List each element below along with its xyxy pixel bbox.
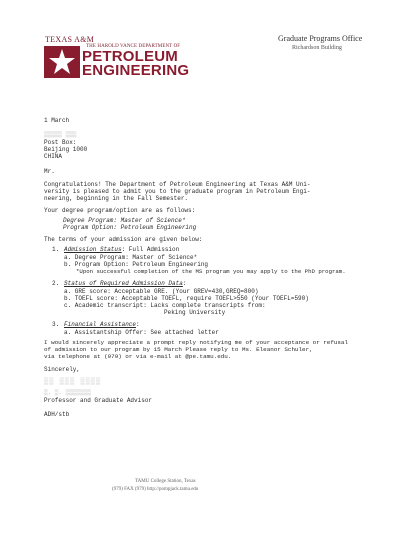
item3-heading <box>64 321 140 328</box>
item1-number: 1. <box>52 246 60 253</box>
degree-program: Degree Program: Master of Science* <box>63 217 186 224</box>
item1-b: b. Program Option: Petroleum Engineering <box>64 261 209 268</box>
footer-address: TAMU College Station, Texas <box>135 479 196 484</box>
item1-title: Admission Status <box>64 246 122 253</box>
item2-b: b. TOEFL score: Acceptable TOEFL, require TOEFL>550 (Your TOEFL=590) <box>64 295 309 302</box>
item3-colon: : <box>136 321 140 328</box>
salutation: Mr. <box>44 168 55 175</box>
item1-a: a. Degree Program: Master of Science* <box>64 254 198 261</box>
department-name-line1: PETROLEUM <box>82 48 178 65</box>
typist-initials: ADH/stb <box>44 411 70 418</box>
item2-title: Status of Required Admission Data <box>64 280 183 287</box>
closing-line-2: of admission to our program by 15 March Please reply to Ms. Eleanor Schuler, <box>44 346 313 353</box>
intro-line-3: neering, beginning in the Fall Semester. <box>44 195 189 202</box>
item2-a: a. GRE score: Acceptable GRE. (Your GREV=430,GREQ=800) <box>64 288 259 295</box>
footer-contact: (979) FAX (979) http://pompjack.tamu.edu <box>112 487 199 492</box>
item3-title: Financial Assistance <box>64 321 137 328</box>
item1-status: : Full Admission <box>121 246 180 253</box>
address-line-2: Beijing 1000 <box>44 146 88 153</box>
item2-c-institution: Peking University <box>164 309 226 316</box>
terms-intro: The terms of your admission are given below: <box>44 236 203 243</box>
signer-name-redacted: ▒. ▒. ▒▒▒▒▒▒▒ <box>44 389 91 396</box>
letter-date: 1 March <box>44 117 70 124</box>
redacted-name: ▒▒▒▒▒ ▒▒▒ <box>44 131 77 138</box>
item1-note: *Upon successful completion of the MS program you may apply to the PhD program. <box>76 268 346 275</box>
department-name-line2: ENGINEERING <box>82 62 190 79</box>
item2-heading <box>64 280 186 287</box>
item2-colon: : <box>182 280 187 287</box>
item2-number: 2. <box>52 280 60 287</box>
item3-a: a. Assistantship Offer: See attached letter <box>64 329 219 336</box>
texas-am-logo-mark <box>44 46 80 78</box>
closing-line-3: via telephone at (979) or via e-mail at @pe.tamu.edu. <box>44 353 232 360</box>
address-line-1: Post Box: <box>44 139 77 146</box>
office-name: Graduate Programs Office <box>278 34 363 43</box>
item2-c: c. Academic transcript: Lacks complete transcripts from: <box>64 302 266 309</box>
item1-heading <box>64 246 179 253</box>
intro-line-1: Congratulations! The Department of Petroleum Engineering at Texas A&M Uni- <box>44 181 311 188</box>
sincerely: Sincerely, <box>44 366 81 373</box>
item3-number: 3. <box>52 321 60 328</box>
university-name: TEXAS A&M <box>45 35 95 44</box>
program-option: Program Option: Petroleum Engineering <box>63 224 197 231</box>
department-caption: THE HAROLD VANCE DEPARTMENT OF <box>86 44 181 49</box>
intro-line-2: versity is pleased to admit you to the graduate program in Petroleum Engi- <box>44 188 311 195</box>
office-building: Richardson Building <box>292 45 342 51</box>
signer-title: Professor and Graduate Advisor <box>44 397 153 404</box>
address-line-3: CHINA <box>44 153 63 160</box>
signature-redacted: ▒▒ ▒▒▒ ▒▒▒▒ <box>44 378 102 386</box>
closing-line-1: I would sincerely appreciate a prompt reply notifying me of your acceptance or refusal <box>44 339 349 346</box>
program-intro: Your degree program/option are as follows: <box>44 207 196 214</box>
